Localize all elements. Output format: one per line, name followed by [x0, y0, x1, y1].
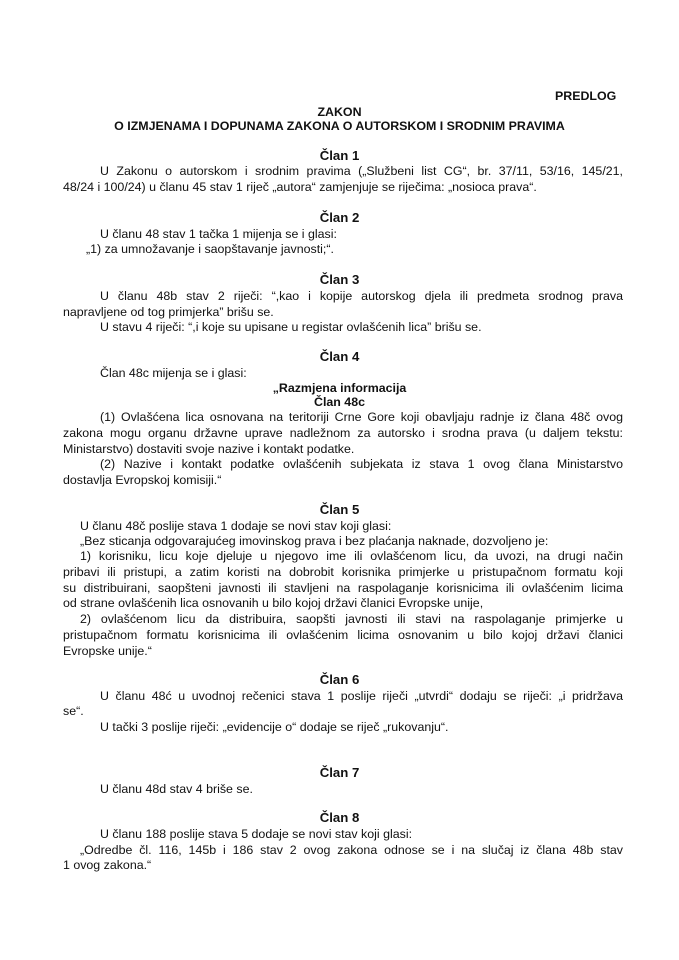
article-6-heading: Član 6 [319, 672, 360, 687]
article-2-heading: Član 2 [319, 210, 360, 225]
article-1-text-line-1: U Zakonu o autorskom i srodnim pravima („Službeni list CG“, br. 37/11, 53/16, 145/21, [100, 164, 623, 178]
article-5-line-3: 1) korisniku, licu koje djeluje u njegovo ime ili ovlašćenom licu, da uvozi, na drugi način [80, 549, 623, 563]
article-8-heading: Član 8 [319, 810, 360, 825]
article-5-line-6: od strane ovlašćenih lica osnovanih u bilo kojoj državi članici Evropske unije, [63, 596, 484, 610]
article-2-text-line-1: U članu 48 stav 1 tačka 1 mijenja se i glasi: [100, 227, 337, 241]
article-4-heading: Član 4 [319, 349, 360, 364]
predlog-label: PREDLOG [555, 89, 617, 103]
article-8-line-1: U članu 188 poslije stava 5 dodaje se novi stav koji glasi: [100, 827, 413, 841]
law-title-zakon: ZAKON [317, 105, 362, 119]
article-6-line-1: U članu 48ć u uvodnoj rečenici stava 1 poslije riječi „utvrdi“ dodaju se riječi: „i pridržava [100, 689, 623, 703]
article-5-heading: Član 5 [319, 502, 360, 517]
article-3-text-line-1: U članu 48b stav 2 riječi: “,kao i kopije autorskog djela ili predmeta srodnog prava [100, 289, 623, 303]
article-6-line-2: se“. [63, 704, 84, 718]
article-5-line-5: su distribuirani, saopšteni javnosti ili stavljeni na raspolaganje korisnicima ili ovlašćenim licima [63, 581, 623, 595]
article-4-sub-heading: Član 48c [314, 395, 365, 409]
article-2-text-line-2: „1) za umnožavanje i saopštavanje javnosti;“. [86, 242, 334, 256]
article-7-heading: Član 7 [319, 765, 360, 780]
article-4-subtitle: „Razmjena informacija [272, 381, 407, 395]
article-3-text-line-3: U stavu 4 riječi: “,i koje su upisane u registar ovlašćenih lica” brišu se. [100, 320, 482, 334]
article-1-heading: Član 1 [319, 148, 360, 163]
article-1-text-line-2: 48/24 i 100/24) u članu 45 stav 1 riječ „autora“ zamjenjuje se riječima: „nosioca prava“. [63, 180, 537, 194]
article-4-p1-line-2: zakona mogu organu državne uprave nadležnom za autorsko i srodna prava (u daljem tekstu: [63, 426, 623, 440]
article-4-p1-line-1: (1) Ovlašćena lica osnovana na teritoriji Crne Gore koji obavljaju radnje iz člana 48č ovog [100, 410, 623, 424]
article-5-line-1: U članu 48č poslije stava 1 dodaje se novi stav koji glasi: [80, 519, 392, 533]
article-4-intro: Član 48c mijenja se i glasi: [100, 366, 247, 380]
article-5-line-2: „Bez sticanja odgovarajućeg imovinskog prava i bez plaćanja naknade, dozvoljeno je: [80, 534, 549, 548]
law-title-subtitle: O IZMJENAMA I DOPUNAMA ZAKONA O AUTORSKOM I SRODNIM PRAVIMA [114, 119, 565, 133]
article-5-line-9: Evropske unije.“ [63, 644, 152, 658]
article-8-line-3: 1 ovog zakona.“ [63, 858, 152, 872]
article-5-line-8: pristupačnom formatu korisnicima ili ovlašćenim licima osnovanim u bilo kojoj državi članici [63, 628, 623, 642]
article-5-line-7: 2) ovlašćenom licu da distribuira, saopšti javnosti ili stavi na raspolaganje primjerke u [80, 612, 623, 626]
article-3-heading: Član 3 [319, 272, 360, 287]
article-4-p2-line-1: (2) Nazive i kontakt podatke ovlašćenih subjekata iz stava 1 ovog člana Ministarstvo [100, 457, 623, 471]
article-4-p1-line-3: Ministarstvo) dostaviti svoje nazive i kontakt podatke. [63, 442, 355, 456]
article-6-line-3: U tački 3 poslije riječi: „evidencije o“ dodaje se riječ „rukovanju“. [100, 720, 449, 734]
article-3-text-line-2: napravljene od tog primjerka” brišu se. [63, 305, 274, 319]
article-8-line-2: „Odredbe čl. 116, 145b i 186 stav 2 ovog zakona odnose se i na slučaj iz člana 48b stav [80, 843, 623, 857]
article-4-p2-line-2: dostavlja Evropskoj komisiji.“ [63, 473, 222, 487]
article-5-line-4: pribavi ili pristupi, a zatim koristi na dobrobit korisnika primjerke u pristupačnom formatu koji [63, 565, 623, 579]
article-7-line-1: U članu 48d stav 4 briše se. [100, 782, 253, 796]
